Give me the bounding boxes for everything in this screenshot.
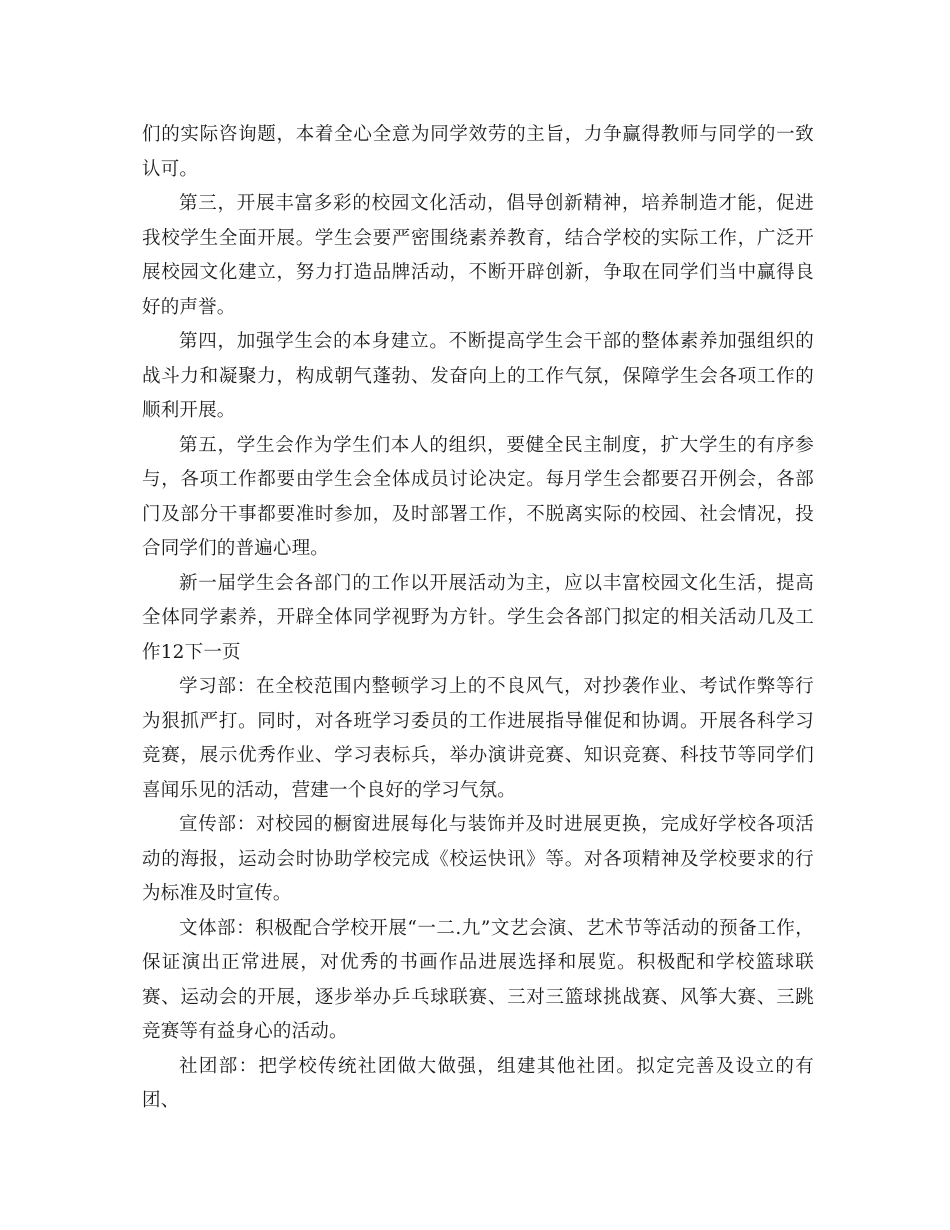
paragraph-2: 第三，开展丰富多彩的校园文化活动，倡导创新精神，培养制造才能，促进我校学生全面开展。学生会要严密围绕素养教育，结合学校的实际工作，广泛开展校园文化建立，努力打造品牌活动，不断开辟创新，争取在同学们当中赢得良好的声誉。 <box>142 193 814 318</box>
document-page <box>142 118 814 1119</box>
paragraph-3: 第四，加强学生会的本身建立。不断提高学生会干部的整体素养加强组织的战斗力和凝聚力，构成朝气蓬勃、发奋向上的工作气氛，保障学生会各项工作的顺利开展。 <box>142 331 814 421</box>
paragraph-8: 文体部：积极配合学校开展“一二.九”文艺会演、艺术节等活动的预备工作，保证演出正常进展，对优秀的书画作品进展选择和展览。积极配和学校篮球联赛、运动会的开展，逐步举办乒乓球联赛、三对三篮球挑战赛、风筝大赛、三跳竞赛等有益身心的活动。 <box>142 917 814 1042</box>
paragraph-1: 们的实际咨询题，本着全心全意为同学效劳的主旨，力争赢得教师与同学的一致认可。 <box>142 124 814 180</box>
paragraph-6: 学习部：在全校范围内整顿学习上的不良风气，对抄袭作业、考试作弊等行为狠抓严打。同时，对各班学习委员的工作进展指导催促和协调。开展各科学习竞赛，展示优秀作业、学习表标兵，举办演讲竞赛、知识竞赛、科技节等同学们喜闻乐见的活动，营建一个良好的学习气氛。 <box>142 676 814 801</box>
paragraph-7: 宣传部：对校园的橱窗进展每化与装饰并及时进展更换，完成好学校各项活动的海报，运动会时协助学校完成《校运快讯》等。对各项精神及学校要求的行为标准及时宣传。 <box>142 814 814 904</box>
paragraph-9: 社团部：把学校传统社团做大做强，组建其他社团。拟定完善及设立的有团、 <box>142 1055 814 1111</box>
paragraph-5: 新一届学生会各部门的工作以开展活动为主，应以丰富校园文化生活，提高全体同学素养，开辟全体同学视野为方针。学生会各部门拟定的相关活动几及工作12下一页 <box>142 572 814 663</box>
paragraph-4: 第五，学生会作为学生们本人的组织，要健全民主制度，扩大学生的有序参与，各项工作都要由学生会全体成员讨论决定。每月学生会都要召开例会，各部门及部分干事都要准时参加，及时部署工作，不脱离实际的校园、社会情况，投合同学们的普遍心理。 <box>142 434 814 559</box>
